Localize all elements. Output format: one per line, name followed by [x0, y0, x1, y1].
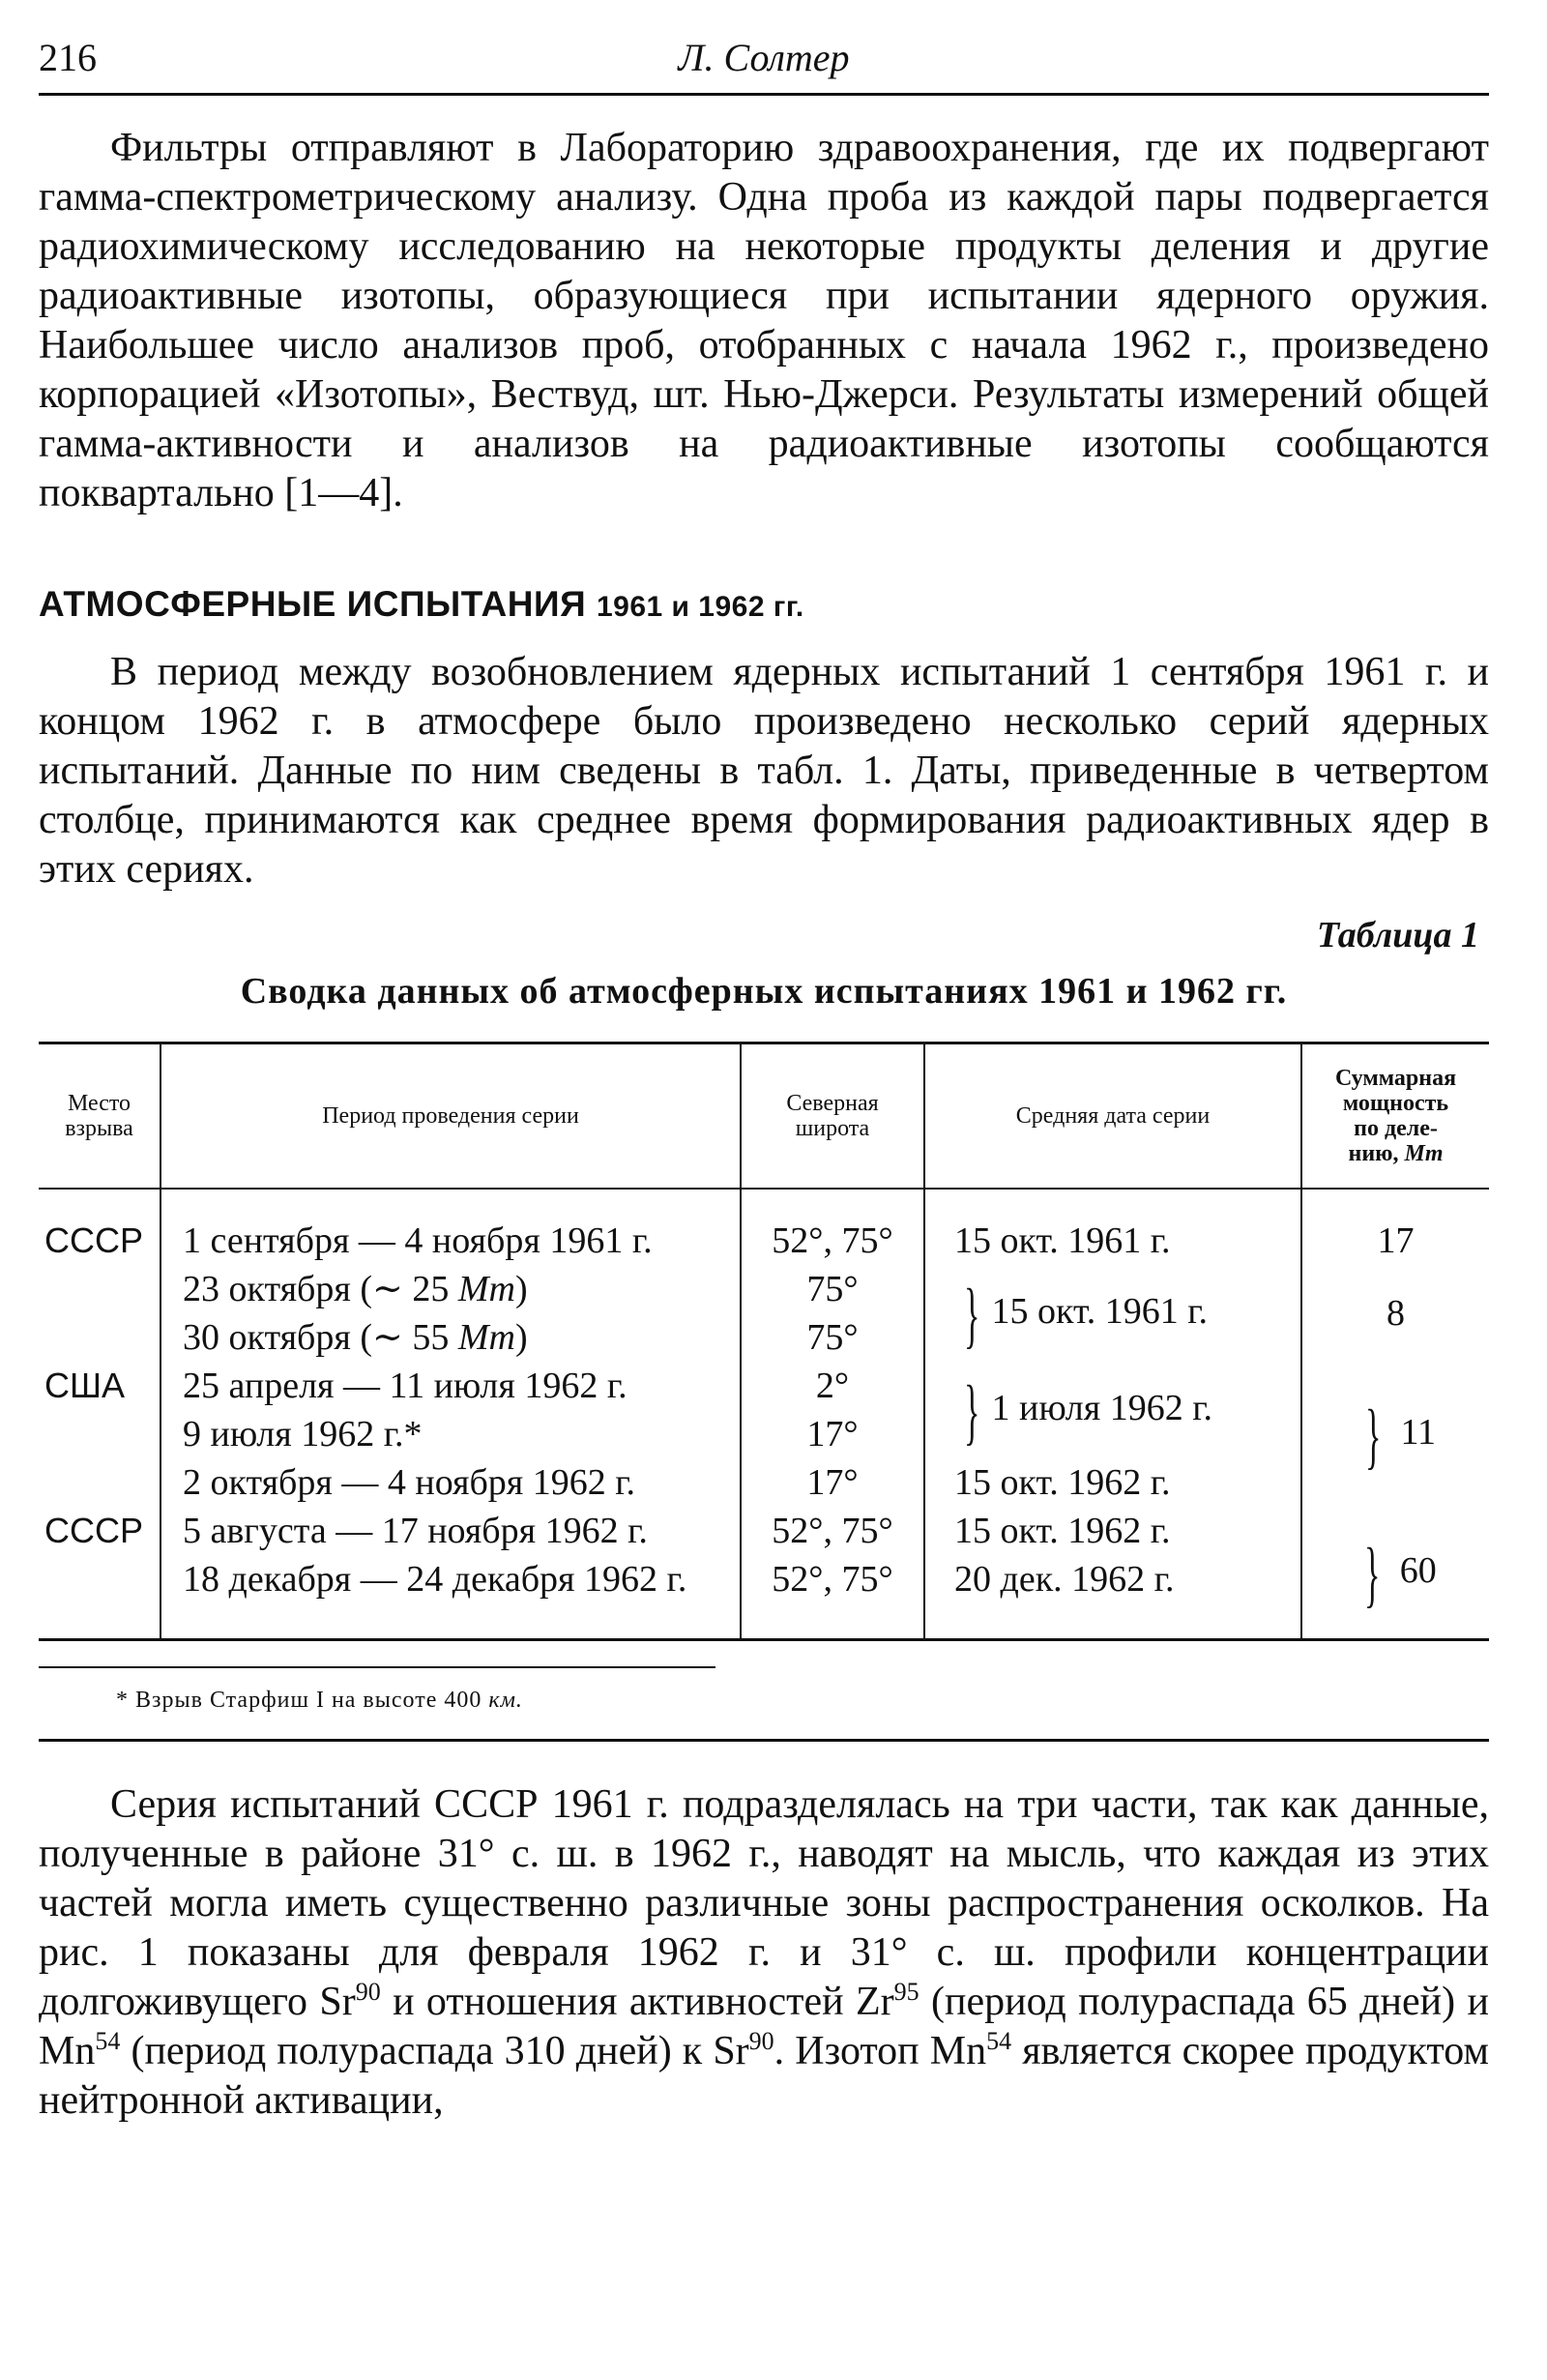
cell-mean-date: 15 окт. 1961 г.: [924, 1189, 1301, 1265]
cell-place: [39, 1313, 161, 1362]
footnote-bottom-rule: [39, 1739, 1489, 1742]
cell-place: [39, 1555, 161, 1638]
table-row: [39, 1189, 1489, 1265]
table-label: Таблица 1: [1316, 915, 1479, 955]
brace-glyph: }: [1364, 1395, 1382, 1477]
cell-mean-date: } 15 окт. 1961 г.: [924, 1265, 1301, 1362]
page-number: 216: [39, 36, 97, 79]
paragraph-filters: Фильтры отправляют в Лабораторию здравоохранения, где их подвергают гамма-спектрометрическому анализу. Одна проба из каждой пары подвергается радиохимическому исследованию на некоторые продукты деления и другие радиоактивные изотопы, образующиеся при испытании ядерного оружия. Наибольшее число анализов проб, отобранных с начала 1962 г., произведено корпорацией «Изотопы», Вествуд, шт. Нью-Джерси. Результаты измерений общей гамма-активности и анализов на радиоактивные изотопы сообщаются поквартально [1—4].: [39, 126, 1489, 515]
cell-period: 1 сентября — 4 ноября 1961 г.: [161, 1189, 741, 1265]
cell-yield: } 60: [1301, 1507, 1489, 1638]
cell-period: 9 июля 1962 г.*: [161, 1410, 741, 1458]
cell-place: СССР: [44, 1511, 144, 1550]
cell-latitude: 17°: [741, 1410, 924, 1458]
table-row: [39, 1362, 1489, 1410]
col-header-place: Место взрыва: [39, 1044, 161, 1189]
cell-latitude: 52°, 75°: [741, 1189, 924, 1265]
col-header-yield: Суммарная мощность по деле- нию, Мт: [1301, 1044, 1489, 1189]
brace-glyph: }: [1364, 1533, 1381, 1615]
header-rule: [39, 93, 1489, 96]
brace-glyph: }: [964, 1274, 980, 1356]
cell-mean-date: 20 дек. 1962 г.: [924, 1555, 1301, 1638]
cell-period: 30 октября (∼ 55 Мт): [161, 1313, 741, 1362]
table-caption: Сводка данных об атмосферных испытаниях 1961 и 1962 гг.: [240, 971, 1288, 1012]
cell-period: 25 апреля — 11 июля 1962 г.: [161, 1362, 741, 1410]
document-page: [39, 29, 1489, 2126]
table-row: [39, 1507, 1489, 1555]
cell-latitude: 75°: [741, 1265, 924, 1313]
cell-place: США: [44, 1366, 126, 1405]
cell-place: [39, 1458, 161, 1507]
brace-glyph: }: [964, 1370, 980, 1453]
table-row: [39, 1555, 1489, 1638]
cell-period: 2 октября — 4 ноября 1962 г.: [161, 1458, 741, 1507]
cell-latitude: 52°, 75°: [741, 1507, 924, 1555]
cell-yield: 17: [1301, 1189, 1489, 1265]
cell-place: [39, 1265, 161, 1313]
cell-mean-date: 15 окт. 1962 г.: [924, 1507, 1301, 1555]
footnote-rule: [39, 1666, 715, 1668]
cell-place: СССР: [44, 1220, 144, 1260]
paragraph-ussr-series: Серия испытаний СССР 1961 г. подразделялась на три части, так как данные, полученные в районе 31° с. ш. в 1962 г., наводят на мысль, что каждая из этих частей могла иметь существенно различные зоны распространения осколков. На рис. 1 показаны для февраля 1962 г. и 31° с. ш. профили концентрации долгоживущего Sr$^{90}$ и отношения активностей Zr$^{95}$ (период полураспада 65 дней) и Mn$^{54}$ (период полураспада 310 дней) к Sr$^{90}$. Изотоп Mn$^{54}$ является скорее продуктом нейтронной активации,: [39, 1782, 1490, 2123]
section-heading: [39, 584, 1489, 625]
table-header-row: [39, 1044, 1489, 1189]
cell-latitude: 17°: [741, 1458, 924, 1507]
page-header: [39, 29, 1489, 97]
running-title: Л. Солтер: [678, 36, 850, 79]
col-header-period: Период проведения серии: [161, 1044, 741, 1189]
cell-yield: 8: [1301, 1265, 1489, 1362]
tests-table: [39, 1042, 1489, 1641]
cell-yield: } 11: [1301, 1362, 1489, 1507]
cell-period: 18 декабря — 24 декабря 1962 г.: [161, 1555, 741, 1638]
cell-latitude: 75°: [741, 1313, 924, 1362]
section-heading-years: 1961 и 1962 гг.: [596, 591, 804, 623]
col-header-latitude: Северная широта: [741, 1044, 924, 1189]
section-heading-main: АТМОСФЕРНЫЕ ИСПЫТАНИЯ: [39, 584, 597, 624]
cell-period: 23 октября (∼ 25 Мт): [161, 1265, 741, 1313]
cell-mean-date: 15 окт. 1962 г.: [924, 1458, 1301, 1507]
cell-period: 5 августа — 17 ноября 1962 г.: [161, 1507, 741, 1555]
cell-place: [39, 1410, 161, 1458]
paragraph-tests-intro: В период между возобновлением ядерных испытаний 1 сентября 1961 г. и концом 1962 г. в атмосфере было произведено несколько серий ядерных испытаний. Данные по ним сведены в табл. 1. Даты, приведенные в четвертом столбце, принимаются как среднее время формирования радиоактивных ядер в этих сериях.: [39, 650, 1489, 892]
cell-latitude: 52°, 75°: [741, 1555, 924, 1638]
cell-mean-date: } 1 июля 1962 г.: [924, 1362, 1301, 1458]
table-row: [39, 1265, 1489, 1313]
col-header-mean-date: Средняя дата серии: [924, 1044, 1301, 1189]
table-footnote: * Взрыв Старфиш I на высоте 400 км.: [116, 1688, 523, 1713]
cell-latitude: 2°: [741, 1362, 924, 1410]
table-row: [39, 1458, 1489, 1507]
